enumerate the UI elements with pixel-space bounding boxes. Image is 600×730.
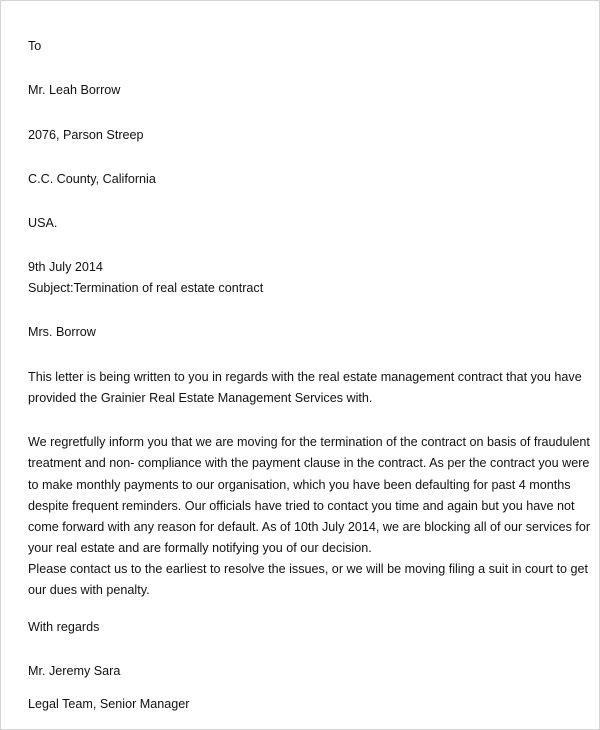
to-label: To — [28, 39, 42, 53]
closing: With regards — [28, 620, 100, 634]
paragraph2-line: Please contact us to the earliest to resolve the issues, or we will be moving filing a suit in court to get — [28, 562, 589, 576]
paragraph2-line: treatment and non- compliance with the payment clause in the contract. As per the contract you were — [28, 456, 590, 470]
signer-title: Legal Team, Senior Manager — [28, 697, 190, 711]
paragraph2-line: your real estate and are formally notifying you of our decision. — [28, 541, 372, 555]
letter-subject: Subject:Termination of real estate contract — [28, 281, 264, 295]
paragraph2-line: our dues with penalty. — [28, 583, 150, 597]
paragraph2-line: despite frequent reminders. Our officials have tried to contact you time and again but you have not — [28, 499, 575, 513]
recipient-city-address: C.C. County, California — [28, 172, 156, 186]
signer-name: Mr. Jeremy Sara — [28, 664, 121, 678]
paragraph2-line: We regretfully inform you that we are moving for the termination of the contract on basis of fraudulent — [28, 435, 590, 449]
letter-date: 9th July 2014 — [28, 260, 103, 274]
paragraph2-line: come forward with any reason for default. As of 10th July 2014, we are blocking all of our services for — [28, 520, 591, 534]
recipient-street-address: 2076, Parson Streep — [28, 128, 144, 142]
recipient-name: Mr. Leah Borrow — [28, 83, 121, 97]
paragraph2-line: to make monthly payments to our organisation, which you have been defaulting for past 4 months — [28, 478, 571, 492]
salutation: Mrs. Borrow — [28, 325, 96, 339]
paragraph1-line: provided the Grainier Real Estate Management Services with. — [28, 391, 373, 405]
recipient-country: USA. — [28, 216, 58, 230]
paragraph1-line: This letter is being written to you in regards with the real estate management contract that you have — [28, 370, 582, 384]
